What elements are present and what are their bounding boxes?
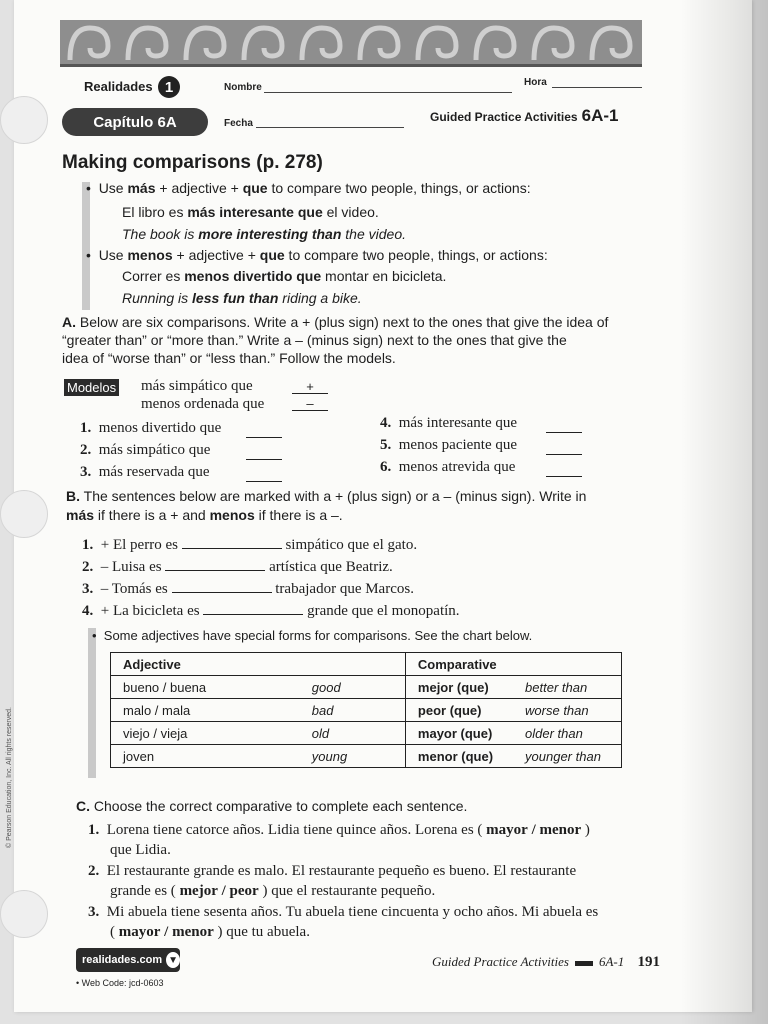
nombre-field[interactable] [264,92,512,93]
chart-comparative: menor (que) [405,745,513,768]
part-a-item-3: 3. más reservada que [80,464,210,480]
part-a-item-5: 5. menos paciente que [380,437,518,453]
part-c-item-3-line1: 3. Mi abuela tiene sesenta años. Tu abuela tiene cincuenta y ocho años. Mi abuela es [88,904,599,920]
chart-adjective-en: bad [300,699,406,722]
comparative-chart [110,652,622,768]
rule-1-example-es: El libro es más interesante que el video. [122,204,379,220]
activity-title [430,106,618,126]
chart-header-adjective: Adjective [111,653,405,676]
part-a-item-2: 2. más simpático que [80,442,211,458]
model-2-text: menos ordenada que [141,396,265,412]
chart-header-comparative: Comparative [405,653,621,676]
part-b-item-2-blank[interactable] [165,556,265,571]
chart-adjective: viejo / vieja [111,722,300,745]
part-c-item-3-line2: ( mayor / menor ) que tu abuela. [110,924,310,940]
chart-adjective: joven [111,745,300,768]
part-a-item-1-blank[interactable] [246,423,282,438]
part-b-item-4: 4. + La bicicleta es grande que el monopatín. [82,600,460,620]
part-a-item-5-blank[interactable] [546,440,582,455]
chart-comparative: mejor (que) [405,676,513,699]
part-c-item-2-line1: 2. El restaurante grande es malo. El restaurante pequeño es bueno. El restaurante [88,863,577,879]
part-c-item-1-option-menor[interactable]: menor [539,822,582,838]
part-b-item-3-blank[interactable] [172,578,272,593]
part-b-instruction-line1: B. The sentences below are marked with a + (plus sign) or a – (minus sign). Write in [66,488,587,504]
part-b-item-1-blank[interactable] [182,534,282,549]
fecha-label: Fecha [224,118,253,129]
part-b-item-4-blank[interactable] [203,600,303,615]
chart-adjective: malo / mala [111,699,300,722]
special-forms-note: • Some adjectives have special forms for comparisons. See the chart below. [92,628,533,643]
part-c-item-1-option-mayor[interactable]: mayor [486,822,528,838]
part-c-item-1-line1: 1. Lorena tiene catorce años. Lidia tiene quince años. Lorena es ( mayor / menor ) [88,822,590,838]
section-title: Making comparisons (p. 278) [62,152,323,173]
part-c-instruction: C. Choose the correct comparative to complete each sentence. [76,798,468,814]
modelos-label: Modelos [64,379,119,396]
fecha-field[interactable] [256,127,404,128]
part-a-item-1: 1. menos divertido que [80,420,222,436]
activity-label: Guided Practice Activities [430,110,578,124]
part-c-item-3-option-menor[interactable]: menor [172,924,214,940]
rule-2-example-es: Correr es menos divertido que montar en bicicleta. [122,268,447,284]
part-a-item-6: 6. menos atrevida que [380,459,516,475]
rule-2-example-en: Running is less fun than riding a bike. [122,290,362,306]
chart-adjective-en: good [300,676,406,699]
realidades-link[interactable] [76,948,180,972]
rule-sidebar [82,182,90,310]
chevron-down-icon: ▼ [166,952,180,968]
part-c-item-3-option-mayor[interactable]: mayor [118,924,161,940]
part-a-item-3-blank[interactable] [246,467,282,482]
decorative-banner [60,20,642,67]
chart-row [111,676,621,699]
chapter-pill: Capítulo 6A [62,108,208,136]
rule-1-bullet: • Use más + adjective + que to compare two people, things, or actions: [86,180,531,196]
site-label: realidades.com [82,954,163,966]
chart-comparative-en: younger than [513,745,621,768]
chart-adjective: bueno / buena [111,676,300,699]
chart-comparative-en: better than [513,676,621,699]
part-a-item-6-blank[interactable] [546,462,582,477]
chart-comparative: peor (que) [405,699,513,722]
chart-header-row [111,653,621,676]
part-a-instruction-line1: A. Below are six comparisons. Write a + (plus sign) next to the ones that give the idea of [62,314,609,330]
footer-page-info [432,954,660,971]
part-b-item-1: 1. + El perro es simpático que el gato. [82,534,417,554]
page-number: 191 [637,954,660,970]
chart-adjective-en: old [300,722,406,745]
punch-hole-middle [0,490,48,538]
punch-hole-top [0,96,48,144]
part-c-item-2-option-peor[interactable]: peor [229,883,259,899]
chart-adjective-en: young [300,745,406,768]
rule-1-example-en: The book is more interesting than the video. [122,226,407,242]
series-title: Realidades [84,79,153,94]
hora-field[interactable] [552,87,642,88]
chart-row [111,745,621,768]
chart-sidebar [88,628,96,778]
model-1-answer: + [292,379,328,394]
model-2-answer: – [292,396,328,411]
part-b-item-2: 2. – Luisa es artística que Beatriz. [82,556,393,576]
footer-page-code: 6A-1 [598,954,625,969]
part-c-item-2-line2: grande es ( mejor / peor ) que el restaurante pequeño. [110,883,436,899]
spiral-pattern-icon [60,20,642,64]
part-b-instruction-line2: más if there is a + and menos if there is a –. [66,507,343,523]
chart-row [111,722,621,745]
footer-page-label: Guided Practice Activities [432,954,569,969]
nombre-label: Nombre [224,82,262,93]
page-edge-shadow [680,0,768,1024]
model-1-text: más simpático que [141,378,253,394]
level-badge: 1 [158,76,180,98]
dash-icon [575,961,593,966]
web-code: • Web Code: jcd-0603 [76,978,164,988]
activity-number: 6A-1 [581,106,619,125]
part-a-item-4-blank[interactable] [546,418,582,433]
chart-row [111,699,621,722]
hora-label: Hora [524,77,547,88]
part-a-instruction-line3: idea of “worse than” or “less than.” Follow the models. [62,350,396,366]
punch-hole-bottom [0,890,48,938]
chart-comparative-en: worse than [513,699,621,722]
chart-comparative: mayor (que) [405,722,513,745]
part-c-item-2-option-mejor[interactable]: mejor [179,883,218,899]
chart-comparative-en: older than [513,722,621,745]
part-a-instruction-line2: “greater than” or “more than.” Write a – (minus sign) next to the ones that give the [62,332,567,348]
part-a-item-2-blank[interactable] [246,445,282,460]
copyright-notice: © Pearson Education, Inc. All rights reserved. [6,707,13,848]
part-a-item-4: 4. más interesante que [380,415,518,431]
part-b-item-3: 3. – Tomás es trabajador que Marcos. [82,578,414,598]
part-c-item-1-line2: que Lidia. [110,842,171,858]
rule-2-bullet: • Use menos + adjective + que to compare two people, things, or actions: [86,247,548,263]
